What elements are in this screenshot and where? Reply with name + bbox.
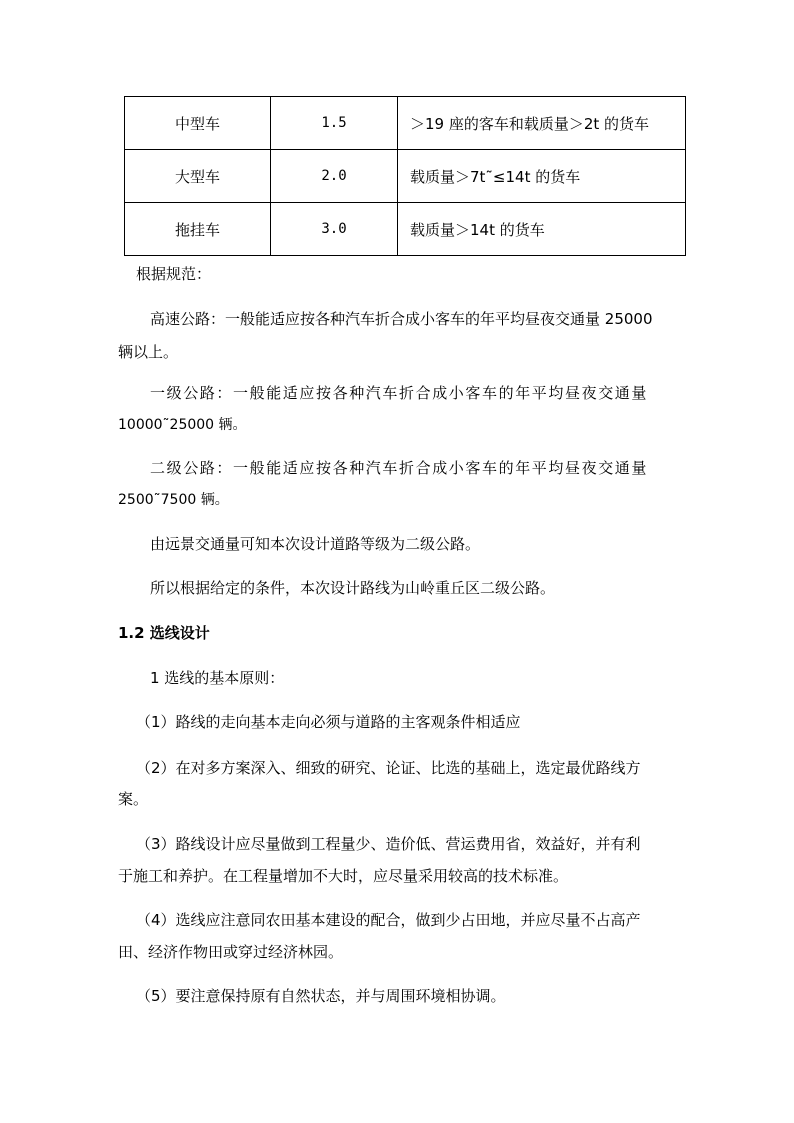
principle-item: （3）路线设计应尽量做到工程量少、造价低、营运费用省，效益好，并有利 [136,835,641,853]
vehicle-conversion-table [124,96,686,256]
vehicle-type-cell: 中型车 [125,97,271,150]
principle-item: （5）要注意保持原有自然状态，并与周围环境相协调。 [136,987,506,1005]
principle-item-continuation: 田、经济作物田或穿过经济林园。 [118,943,344,961]
highway-paragraph-line: 高速公路：一般能适应按各种汽车折合成小客车的年平均昼夜交通量 25000 [150,310,653,328]
principle-item: （4）选线应注意同农田基本建设的配合，做到少占田地，并应尽量不占高产 [136,911,641,929]
class2-paragraph-line: 二级公路：一般能适应按各种汽车折合成小客车的年平均昼夜交通量 [150,459,649,477]
highway-paragraph-line: 辆以上。 [118,343,179,361]
conclusion-paragraph: 由远景交通量可知本次设计道路等级为二级公路。 [150,535,481,553]
conversion-factor-cell: 2.0 [271,150,398,203]
vehicle-description-cell: 载质量＞7t˜≤14t 的货车 [398,150,686,203]
vehicle-description-cell: 载质量＞14t 的货车 [398,203,686,256]
conversion-factor-cell: 3.0 [271,203,398,256]
vehicle-type-cell: 拖挂车 [125,203,271,256]
principle-item-continuation: 案。 [118,790,149,808]
class1-paragraph-line: 一级公路：一般能适应按各种汽车折合成小客车的年平均昼夜交通量 [150,384,649,402]
basis-label: 根据规范： [136,265,212,283]
class2-paragraph-line: 2500˜7500 辆。 [118,492,229,508]
principle-item: （1）路线的走向基本走向必须与道路的主客观条件相适应 [136,713,521,731]
section-heading: 1.2 选线设计 [118,624,210,642]
class1-paragraph-line: 10000˜25000 辆。 [118,417,247,433]
principles-title: 1 选线的基本原则： [150,669,285,687]
principle-item: （2）在对多方案深入、细致的研究、论证、比选的基础上，选定最优路线方 [136,759,641,777]
principle-item-continuation: 于施工和养护。在工程量增加不大时，应尽量采用较高的技术标准。 [118,867,569,885]
vehicle-type-cell: 大型车 [125,150,271,203]
table-row [125,97,686,150]
table-row [125,203,686,256]
conclusion-paragraph: 所以根据给定的条件，本次设计路线为山岭重丘区二级公路。 [150,579,556,597]
vehicle-description-cell: ＞19 座的客车和载质量＞2t 的货车 [398,97,686,150]
table-row [125,150,686,203]
conversion-factor-cell: 1.5 [271,97,398,150]
